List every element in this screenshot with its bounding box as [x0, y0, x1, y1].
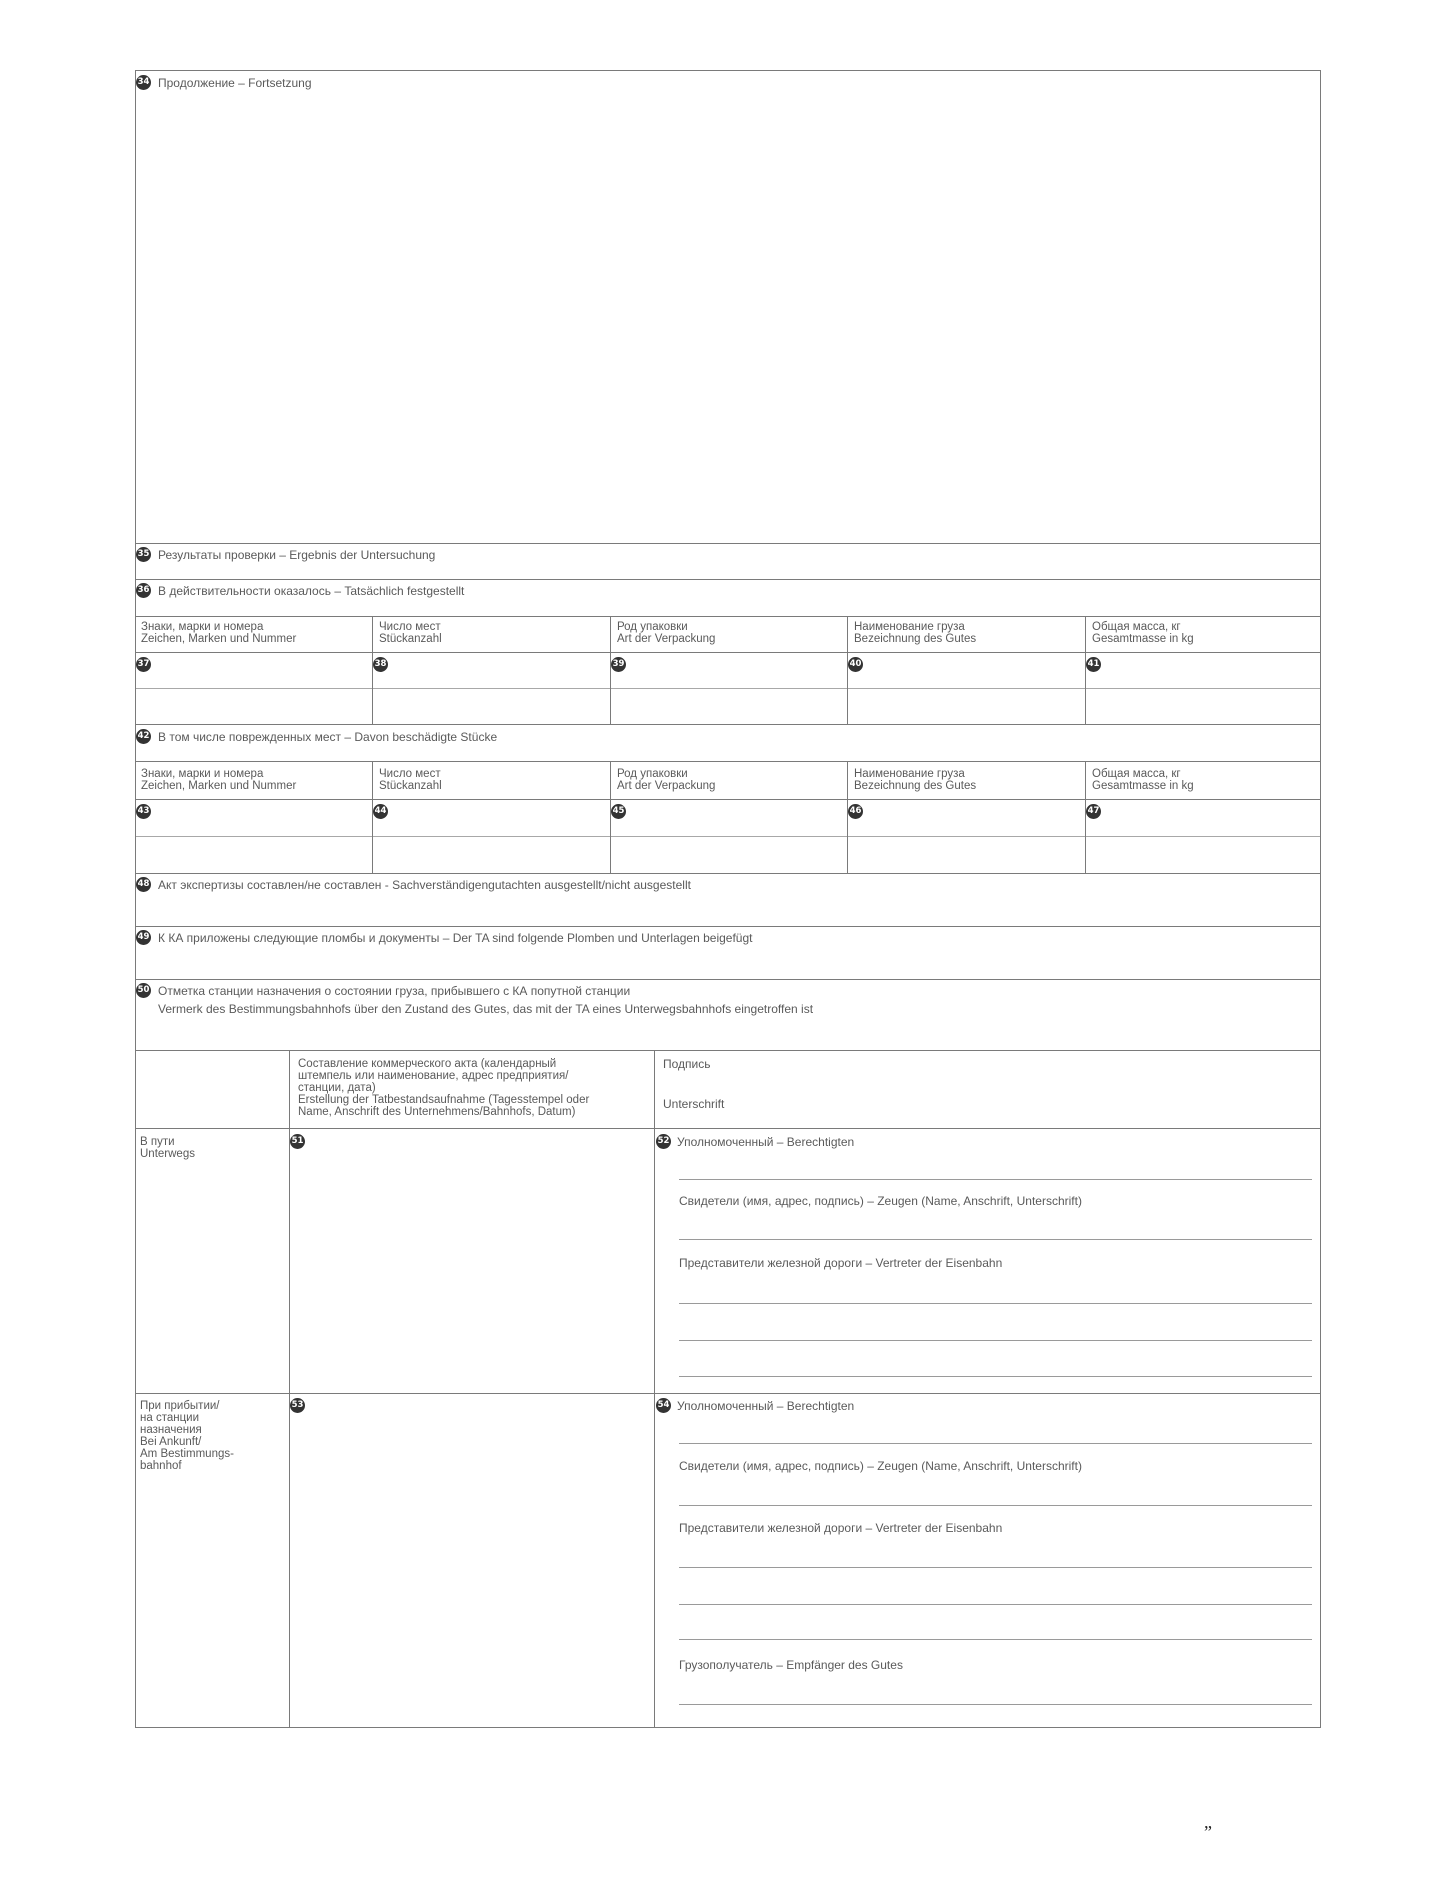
signature-line[interactable] [679, 1505, 1312, 1506]
t1-col1-de: Zeichen, Marken und Nummer [141, 633, 297, 645]
unterwegs-label-ru: В пути [140, 1136, 175, 1148]
number-badge-36: 36 [136, 583, 151, 598]
signature-line[interactable] [679, 1443, 1312, 1444]
t1-col3-de: Art der Verpackung [617, 633, 716, 645]
t1-col1-ru: Знаки, марки и номера [141, 621, 264, 633]
divider [136, 873, 1320, 874]
divider [136, 836, 1320, 837]
number-badge-40: 40 [848, 657, 863, 672]
table-col-line [1085, 616, 1086, 724]
railway-reps-label-2: Представители железной дороги – Vertreter der Eisenbahn [679, 1521, 1003, 1535]
number-badge-37: 37 [136, 657, 151, 672]
signature-line[interactable] [679, 1303, 1312, 1304]
t2-col3-de: Art der Verpackung [617, 780, 716, 792]
transport-form [135, 70, 1321, 1728]
number-badge-54: 54 [656, 1398, 671, 1413]
ta-header-line-5: Name, Anschrift des Unternehmens/Bahnhofs, Datum) [298, 1106, 576, 1118]
t2-col5-de: Gesamtmasse in kg [1092, 780, 1194, 792]
divider [136, 979, 1320, 980]
ankunft-label-6: bahnhof [140, 1460, 182, 1472]
section-35-label: Результаты проверки – Ergebnis der Untersuchung [158, 548, 436, 562]
t1-col4-de: Bezeichnung des Gutes [854, 633, 977, 645]
t2-col4-de: Bezeichnung des Gutes [854, 780, 977, 792]
number-badge-43: 43 [136, 804, 151, 819]
signature-line[interactable] [679, 1704, 1312, 1705]
t1-col4-ru: Наименование груза [854, 621, 965, 633]
t1-col5-ru: Общая масса, кг [1092, 621, 1181, 633]
t2-col1-de: Zeichen, Marken und Nummer [141, 780, 297, 792]
divider [136, 761, 1320, 762]
divider [136, 1128, 1320, 1129]
table-col-line [372, 616, 373, 724]
number-badge-51: 51 [290, 1134, 305, 1149]
railway-reps-label-1: Представители железной дороги – Vertreter der Eisenbahn [679, 1256, 1003, 1270]
section-48-label: Акт экспертизы составлен/не составлен - Sachverständigengutachten ausgestellt/nicht ausgestellt [158, 878, 691, 892]
divider [136, 652, 1320, 653]
section-50-label-de: Vermerk des Bestimmungsbahnhofs über den Zustand des Gutes, das mit der TA eines Unterwegsbahnhofs eingetroffen ist [158, 1002, 814, 1016]
t2-col2-ru: Число мест [379, 768, 441, 780]
divider [136, 926, 1320, 927]
t2-col1-ru: Знаки, марки и номера [141, 768, 264, 780]
number-badge-53: 53 [290, 1398, 305, 1413]
divider [136, 1050, 1320, 1051]
ta-header-line-3: станции, дата) [298, 1082, 376, 1094]
number-badge-38: 38 [373, 657, 388, 672]
number-badge-45: 45 [611, 804, 626, 819]
section-36-label: В действительности оказалось – Tatsächlich festgestellt [158, 584, 465, 598]
signature-header-ru: Подпись [663, 1057, 711, 1071]
divider [136, 579, 1320, 580]
divider [136, 724, 1320, 725]
signature-line[interactable] [679, 1376, 1312, 1377]
divider [136, 543, 1320, 544]
number-badge-39: 39 [611, 657, 626, 672]
continuation-area[interactable] [136, 93, 1320, 543]
t1-col2-de: Stückanzahl [379, 633, 442, 645]
signature-line[interactable] [679, 1179, 1312, 1180]
ankunft-label-1: При прибытии/ [140, 1400, 220, 1412]
authorized-label-1: Уполномоченный – Berechtigten [677, 1135, 855, 1149]
ankunft-label-2: на станции [140, 1412, 200, 1424]
t2-col4-ru: Наименование груза [854, 768, 965, 780]
number-badge-49: 49 [136, 930, 151, 945]
signature-line[interactable] [679, 1340, 1312, 1341]
signature-header-de: Unterschrift [663, 1097, 725, 1111]
ankunft-label-5: Am Bestimmungs- [140, 1448, 234, 1460]
bottom-col-line [289, 1050, 290, 1727]
bottom-col-line [654, 1050, 655, 1727]
signature-line[interactable] [679, 1567, 1312, 1568]
section-50-label-ru: Отметка станции назначения о состоянии груза, прибывшего с КА попутной станции [158, 984, 631, 998]
divider [136, 799, 1320, 800]
number-badge-34: 34 [136, 75, 151, 90]
ankunft-label-4: Bei Ankunft/ [140, 1436, 202, 1448]
table-col-line [847, 761, 848, 873]
table-col-line [1085, 761, 1086, 873]
number-badge-42: 42 [136, 729, 151, 744]
table-col-line [610, 616, 611, 724]
t2-col2-de: Stückanzahl [379, 780, 442, 792]
section-34-label: Продолжение – Fortsetzung [158, 76, 312, 90]
number-badge-48: 48 [136, 877, 151, 892]
ta-header-line-1: Составление коммерческого акта (календарный [298, 1058, 557, 1070]
section-49-label: К КА приложены следующие пломбы и документы – Der TA sind folgende Plomben und Unterlagen beigefügt [158, 931, 753, 945]
signature-line[interactable] [679, 1239, 1312, 1240]
number-badge-52: 52 [656, 1134, 671, 1149]
witnesses-label-2: Свидетели (имя, адрес, подпись) – Zeugen (Name, Anschrift, Unterschrift) [679, 1459, 1082, 1473]
t1-col5-de: Gesamtmasse in kg [1092, 633, 1194, 645]
witnesses-label-1: Свидетели (имя, адрес, подпись) – Zeugen (Name, Anschrift, Unterschrift) [679, 1194, 1082, 1208]
ta-header-line-4: Erstellung der Tatbestandsaufnahme (Tagesstempel oder [298, 1094, 590, 1106]
table-col-line [847, 616, 848, 724]
consignee-label: Грузополучатель – Empfänger des Gutes [679, 1658, 903, 1672]
divider [136, 688, 1320, 689]
number-badge-44: 44 [373, 804, 388, 819]
section-42-label: В том числе поврежденных мест – Davon beschädigte Stücke [158, 730, 498, 744]
unterwegs-label-de: Unterwegs [140, 1148, 195, 1160]
t2-col3-ru: Род упаковки [617, 768, 688, 780]
t1-col2-ru: Число мест [379, 621, 441, 633]
footer-mark: „ [1204, 1812, 1212, 1832]
ta-header-line-2: штемпель или наименование, адрес предприятия/ [298, 1070, 569, 1082]
authorized-label-2: Уполномоченный – Berechtigten [677, 1399, 855, 1413]
number-badge-46: 46 [848, 804, 863, 819]
divider [136, 1393, 1320, 1394]
number-badge-35: 35 [136, 547, 151, 562]
number-badge-50: 50 [136, 983, 151, 998]
t2-col5-ru: Общая масса, кг [1092, 768, 1181, 780]
signature-line[interactable] [679, 1604, 1312, 1605]
divider [136, 616, 1320, 617]
number-badge-41: 41 [1086, 657, 1101, 672]
number-badge-47: 47 [1086, 804, 1101, 819]
table-col-line [610, 761, 611, 873]
ankunft-label-3: назначения [140, 1424, 202, 1436]
signature-line[interactable] [679, 1639, 1312, 1640]
t1-col3-ru: Род упаковки [617, 621, 688, 633]
table-col-line [372, 761, 373, 873]
